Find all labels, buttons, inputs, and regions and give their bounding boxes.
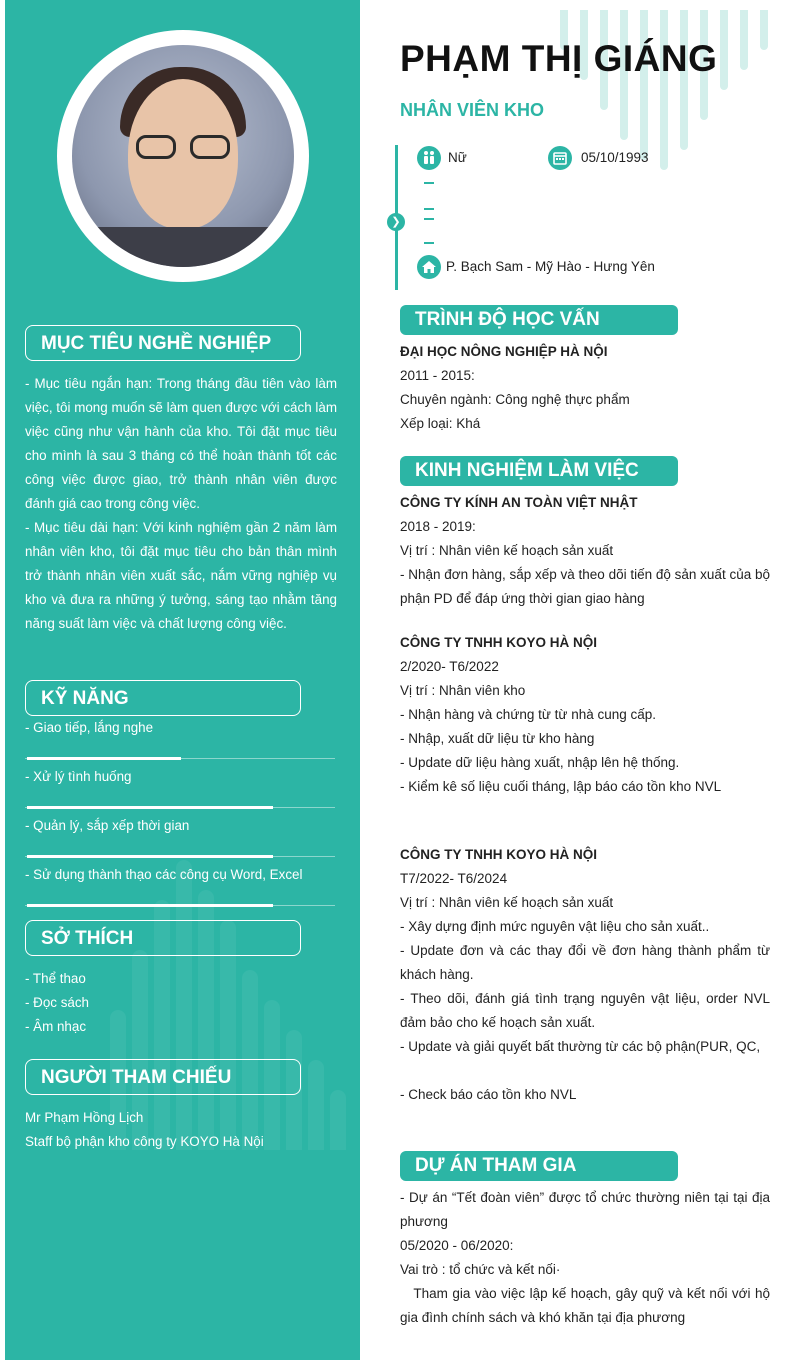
job-position: Vị trí : Nhân viên kế hoạch sản xuất [400,543,614,558]
timeline-dash [424,218,434,220]
job-task: - Update và giải quyết bất thường từ các bộ phận(PUR, QC, [400,1039,761,1054]
hobby-item: - Thể thao [25,971,86,986]
job-task: - Xây dựng định mức nguyên vật liệu cho sản xuất.. [400,919,710,934]
job-task: - Theo dõi, đánh giá tình trạng nguyên vật liệu, order NVL đảm bảo cho kế hoạch sản xuất. [400,991,770,1030]
skill-label: - Xử lý tình huống [25,769,132,784]
skill-label: - Sử dụng thành thạo các công cụ Word, Excel [25,867,303,882]
skill-item [25,720,337,735]
decorative-stripes [560,10,790,170]
job-task: - Kiểm kê số liệu cuối tháng, lập báo cáo tồn kho NVL [400,779,722,794]
hobby-item: - Đọc sách [25,995,89,1010]
project-description: Tham gia vào việc lập kế hoạch, gây quỹ và kết nối với hộ gia đình chính sách và khó khăn tại địa phương [400,1286,774,1325]
job-title: NHÂN VIÊN KHO [400,100,545,120]
timeline-dash [424,208,434,210]
company-name: CÔNG TY TNHH KOYO HÀ NỘI [400,635,598,650]
company-name: CÔNG TY KÍNH AN TOÀN VIỆT NHẬT [400,495,638,510]
education-major: Chuyên ngành: Công nghệ thực phẩm [400,392,630,407]
company-name: CÔNG TY TNHH KOYO HÀ NỘI [400,847,598,862]
avatar [72,45,294,267]
job-position: Vị trí : Nhân viên kho [400,683,526,698]
skill-label: - Quản lý, sắp xếp thời gian [25,818,190,833]
full-name: PHẠM THỊ GIÁNG [400,38,718,79]
timeline-dash [424,182,434,184]
job-task: - Nhận hàng và chứng từ từ nhà cung cấp. [400,707,657,722]
education-rank: Xếp loại: Khá [400,416,481,431]
gender-icon [417,146,441,170]
education-title: TRÌNH ĐỘ HỌC VẤN [400,305,678,335]
skill-level-bar [27,757,181,760]
references-title: NGƯỜI THAM CHIẾU [25,1059,301,1095]
job-task: - Check báo cáo tồn kho NVL [400,1087,577,1102]
job-entry [400,631,770,799]
experience-title: KINH NGHIỆM LÀM VIỆC [400,456,678,486]
reference-position: Staff bộ phận kho công ty KOYO Hà Nội [25,1134,264,1149]
skill-item [25,818,337,833]
project-period: 05/2020 - 06/2020: [400,1238,514,1253]
job-position: Vị trí : Nhân viên kế hoạch sản xuất [400,895,614,910]
education-period: 2011 - 2015: [400,368,475,383]
projects-title: DỰ ÁN THAM GIA [400,1151,678,1181]
skill-item [25,867,337,882]
hobby-item: - Âm nhạc [25,1019,87,1034]
job-task: - Nhận đơn hàng, sắp xếp và theo dõi tiến độ sản xuất của bộ phận PD để đáp ứng thời gian giao hàng [400,567,770,606]
project-entry [400,1186,774,1330]
job-entry [400,843,770,1107]
skill-level-bar [27,904,273,907]
address-value: P. Bạch Sam - Mỹ Hào - Hưng Yên [446,259,655,274]
project-name: - Dự án “Tết đoàn viên” được tổ chức thường niên tại tại địa phương [400,1190,770,1229]
timeline-dash [424,242,434,244]
sidebar [5,0,360,1360]
home-icon [417,255,441,279]
job-period: 2018 - 2019: [400,519,476,534]
skills-title: KỸ NĂNG [25,680,301,716]
career-goal-text [25,372,337,636]
short-term-goal: - Mục tiêu ngắn hạn: Trong tháng đầu tiên vào làm việc, tôi mong muốn sẽ làm quen được với cách làm việc cũng như vận hành của kho. Tôi đặt mục tiêu cho mình là sau 3 tháng có thể hoàn thành tốt các công việc được giao, trở thành nhân viên được đánh giá cao trong công việc. [25,376,337,511]
career-goal-title: MỤC TIÊU NGHỀ NGHIỆP [25,325,301,361]
education-content [400,340,770,436]
project-role: Vai trò : tổ chức và kết nối· [400,1262,561,1277]
job-task: - Update dữ liệu hàng xuất, nhập lên hệ thống. [400,755,680,770]
hobbies-title: SỞ THÍCH [25,920,301,956]
job-period: 2/2020- T6/2022 [400,659,499,674]
references-info [25,1106,337,1154]
hobbies-list [25,967,337,1039]
long-term-goal: - Mục tiêu dài hạn: Với kinh nghiệm gần 2 năm làm nhân viên kho, tôi đặt mục tiêu cho bản thân mình trở thành nhân viên xuất sắc, nắm vững nghiệp vụ kho và đưa ra những ý tưởng, sáng tạo nhằm tăng năng suất làm việc và chất lượng công việc. [25,520,337,631]
job-period: T7/2022- T6/2024 [400,871,508,886]
skill-item [25,769,337,784]
reference-name: Mr Phạm Hồng Lịch [25,1110,144,1125]
job-task: - Nhập, xuất dữ liệu từ kho hàng [400,731,595,746]
skill-level-bar [27,806,273,809]
skill-level-bar [27,855,273,858]
school-name: ĐẠI HỌC NÔNG NGHIỆP HÀ NỘI [400,344,608,359]
birthdate-value: 05/10/1993 [581,150,649,165]
gender-value: Nữ [448,150,467,165]
job-task: - Update đơn và các thay đổi về đơn hàng thành phẩm từ khách hàng. [400,943,770,982]
skill-label: - Giao tiếp, lắng nghe [25,720,154,735]
calendar-icon [548,146,572,170]
job-entry [400,491,770,611]
chevron-right-icon: ❯ [387,213,405,231]
avatar-frame [57,30,309,282]
